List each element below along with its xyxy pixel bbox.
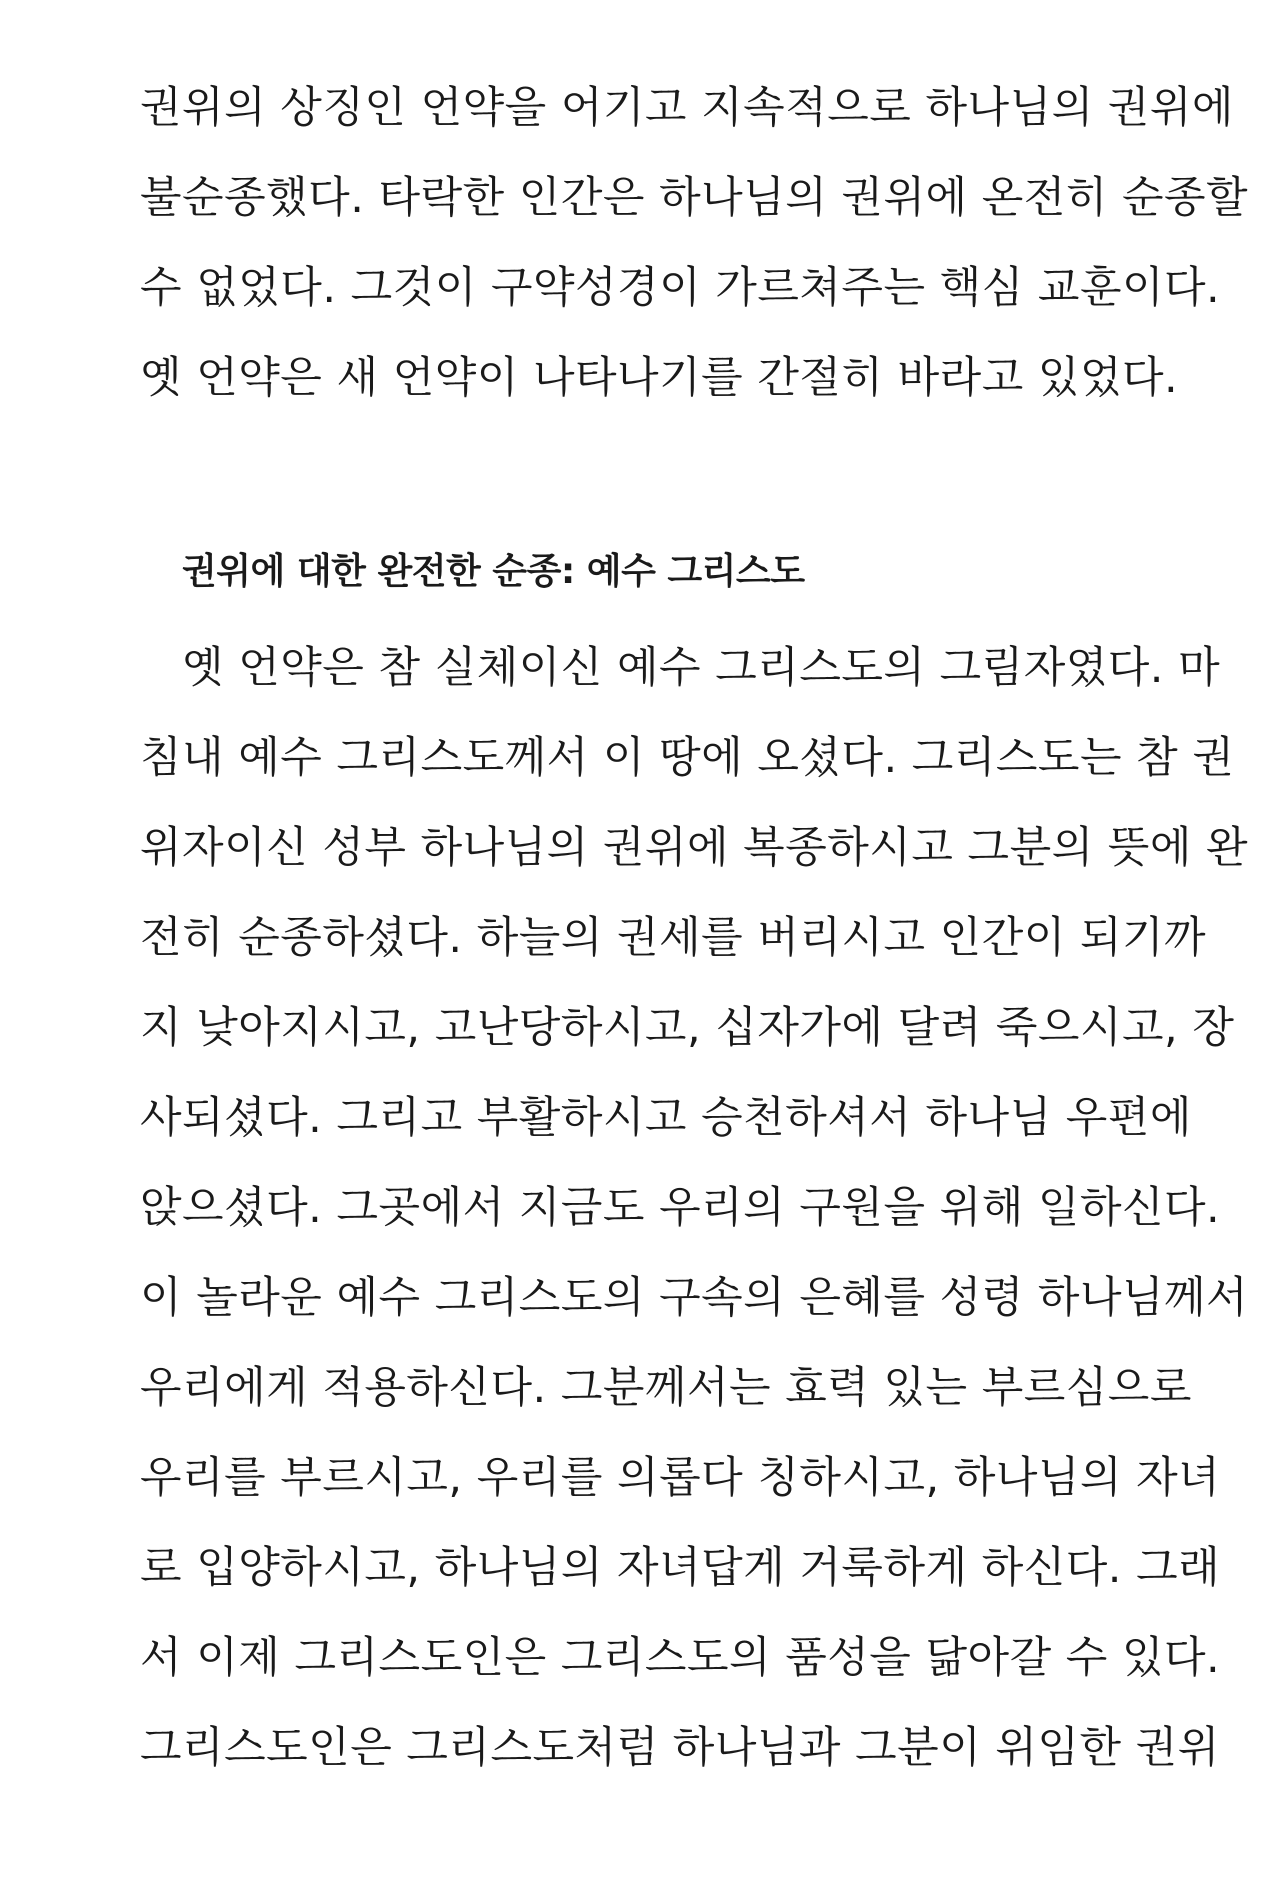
paragraph-2-line-9: 우리에게 적용하신다. 그분께서는 효력 있는 부르심으로 [140, 1363, 1192, 1413]
paragraph-1-line-2: 불순종했다. 타락한 인간은 하나님의 권위에 온전히 순종할 [140, 173, 1249, 223]
paragraph-2-line-11: 로 입양하시고, 하나님의 자녀답게 거룩하게 하신다. 그래 [140, 1543, 1221, 1593]
paragraph-2-line-7: 앉으셨다. 그곳에서 지금도 우리의 구원을 위해 일하신다. [140, 1183, 1221, 1233]
paragraph-2-line-5: 지 낮아지시고, 고난당하시고, 십자가에 달려 죽으시고, 장 [140, 1003, 1235, 1053]
paragraph-2-line-3: 위자이신 성부 하나님의 권위에 복종하시고 그분의 뜻에 완 [140, 823, 1249, 873]
paragraph-2-line-13: 그리스도인은 그리스도처럼 하나님과 그분이 위임한 권위 [140, 1723, 1220, 1773]
paragraph-2-line-6: 사되셨다. 그리고 부활하시고 승천하셔서 하나님 우편에 [140, 1093, 1192, 1143]
paragraph-1-line-3: 수 없었다. 그것이 구약성경이 가르쳐주는 핵심 교훈이다. [140, 263, 1221, 313]
paragraph-2-line-8: 이 놀라운 예수 그리스도의 구속의 은혜를 성령 하나님께서 [140, 1273, 1249, 1323]
paragraph-2-line-10: 우리를 부르시고, 우리를 의롭다 칭하시고, 하나님의 자녀 [140, 1453, 1221, 1503]
paragraph-1-line-4: 옛 언약은 새 언약이 나타나기를 간절히 바라고 있었다. [140, 353, 1179, 403]
paragraph-2-line-12: 서 이제 그리스도인은 그리스도의 품성을 닮아갈 수 있다. [140, 1633, 1221, 1683]
paragraph-2-line-1: 옛 언약은 참 실체이신 예수 그리스도의 그림자였다. 마 [182, 643, 1221, 693]
paragraph-1-line-1: 권위의 상징인 언약을 어기고 지속적으로 하나님의 권위에 [140, 83, 1234, 133]
paragraph-2-line-4: 전히 순종하셨다. 하늘의 권세를 버리시고 인간이 되기까 [140, 913, 1207, 963]
section-heading: 권위에 대한 완전한 순종: 예수 그리스도 [182, 551, 805, 592]
paragraph-2-line-2: 침내 예수 그리스도께서 이 땅에 오셨다. 그리스도는 참 권 [140, 733, 1235, 783]
